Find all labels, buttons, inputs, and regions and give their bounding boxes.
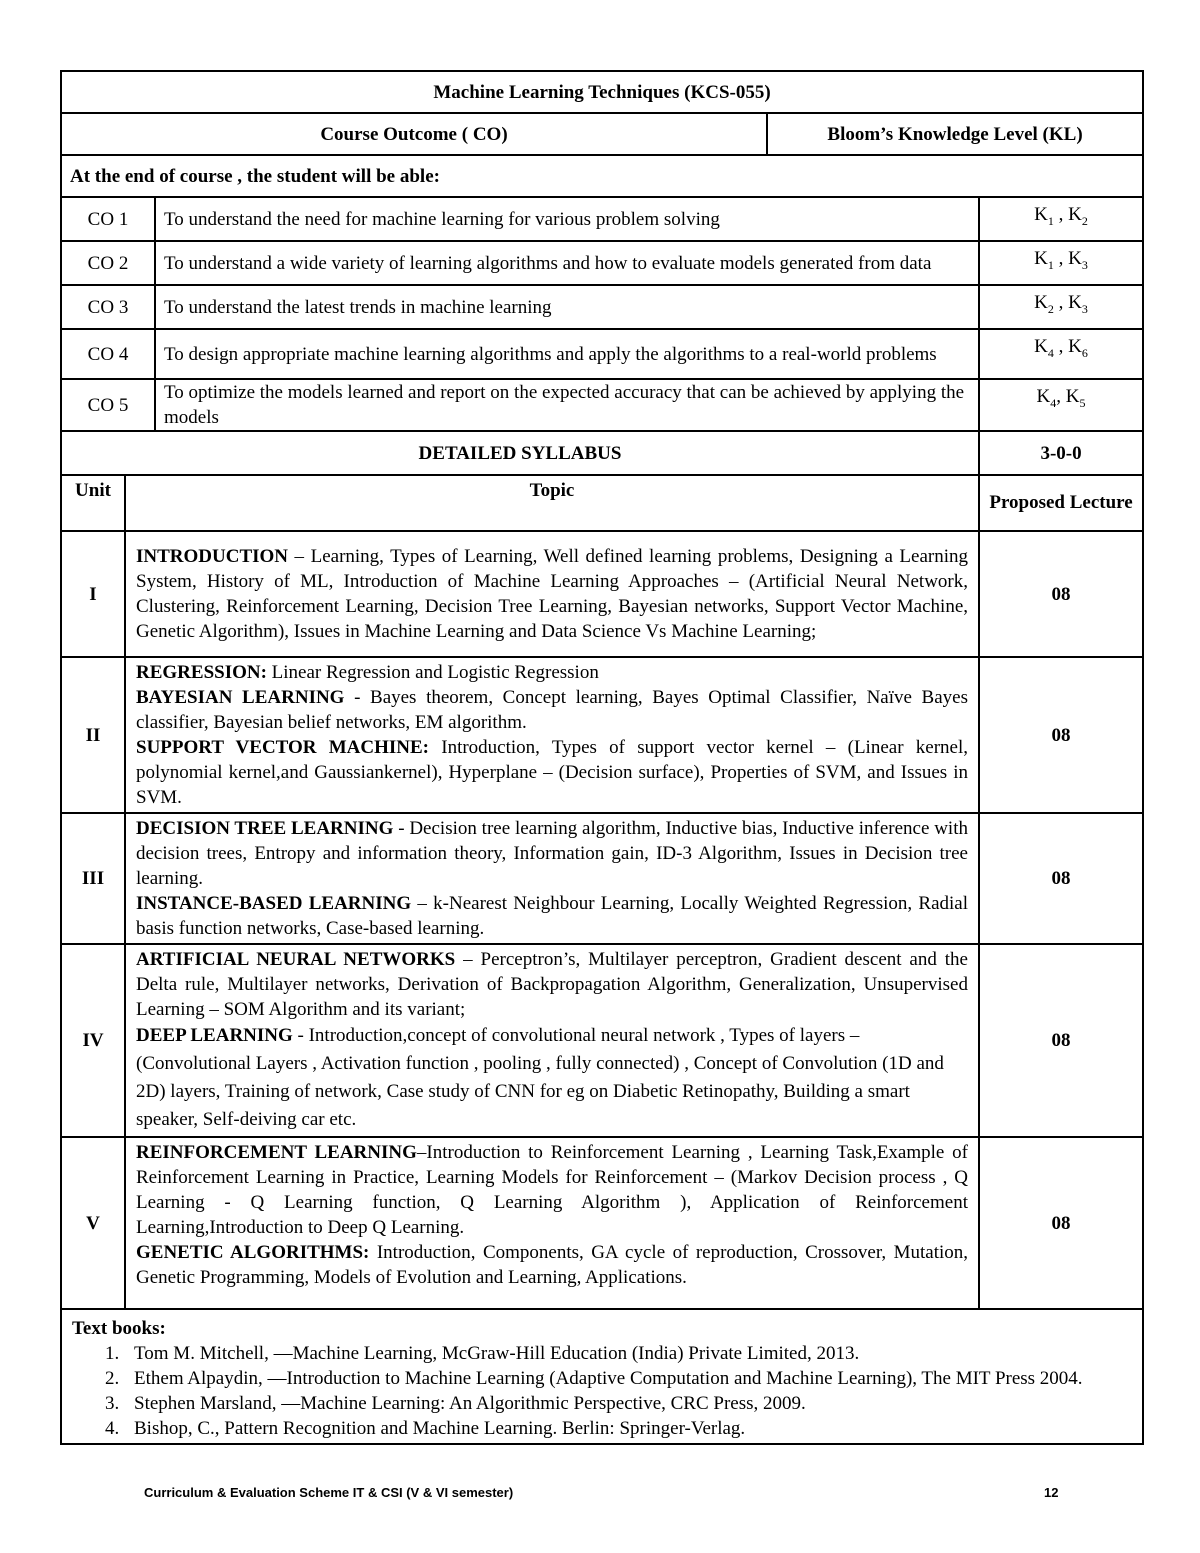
textbooks-section (61, 1309, 1143, 1444)
topic-heading: BAYESIAN LEARNING (136, 687, 345, 708)
co-id: CO 4 (61, 329, 155, 379)
topic-heading: GENETIC ALGORITHMS: (136, 1242, 370, 1263)
co-id: CO 1 (61, 197, 155, 241)
topic-text: Introduction, Components, GA cycle of reproduction, Crossover, Mutation, Genetic Programming, Models of Evolution and Learning, Applications. (136, 1242, 969, 1288)
topic-text: - Introduction,concept of convolutional neural network , Types of layers – (Convolutional Layers , Activation function , pooling , fully connected) , Concept of Convolution (1D and 2D) layers, Training of network, Case study of CNN for eg on Diabetic Retinopathy, Building a smart speaker, Self-deiving car etc. (136, 1025, 944, 1130)
unit-topics (125, 657, 979, 813)
co-kl (979, 197, 1143, 241)
topic-paragraph (136, 1022, 968, 1134)
co-row (61, 329, 1143, 379)
unit-row (61, 531, 1143, 657)
topic-text: –Introduction to Reinforcement Learning , Learning Task,Example of Reinforcement Learning in Practice, Learning Models for Reinforcement – (Markov Decision process , Q Learning - Q Learning function, Q Learning Algorithm ), Application of Reinforcement Learning,Introduction to Deep Q Learning. (136, 1142, 968, 1238)
kl-subscript: 3 (1081, 257, 1088, 272)
co-header: Course Outcome ( CO) (61, 113, 767, 155)
co-kl (979, 379, 1143, 431)
unit-row (61, 1137, 1143, 1309)
kl-letter: , K (1056, 386, 1080, 407)
kl-letter: K (1034, 204, 1048, 225)
unit-topics (125, 813, 979, 944)
kl-subscript: 6 (1081, 345, 1088, 360)
syllabus-table (60, 70, 1144, 1445)
unit-topics (125, 944, 979, 1137)
page-number: 12 (1044, 1485, 1059, 1500)
kl-subscript: 4 (1050, 395, 1057, 410)
unit-row (61, 944, 1143, 1137)
kl-letter: , K (1053, 248, 1082, 269)
kl-header: Bloom’s Knowledge Level (KL) (767, 113, 1143, 155)
co-id: CO 5 (61, 379, 155, 431)
unit-row (61, 657, 1143, 813)
unit-lectures: 08 (979, 813, 1143, 944)
topic-heading: DECISION TREE LEARNING (136, 818, 394, 839)
topic-paragraph (136, 1140, 968, 1240)
textbook-item: 1. Tom M. Mitchell, ―Machine Learning, McGraw-Hill Education (India) Private Limited, 2013. (124, 1341, 1132, 1366)
unit-lectures: 08 (979, 944, 1143, 1137)
topic-heading: REGRESSION: (136, 662, 267, 683)
topic-text: – Perceptron’s, Multilayer perceptron, Gradient descent and the Delta rule, Multilayer networks, Derivation of Backpropagation Algorithm, Generalization, Unsupervised Learning – SOM Algorithm and its variant; (136, 949, 968, 1020)
unit-topics (125, 531, 979, 657)
textbooks-heading: Text books: (72, 1318, 166, 1339)
topic-paragraph (136, 1240, 968, 1290)
co-text: To understand the need for machine learning for various problem solving (155, 197, 979, 241)
unit-col-header: Unit (61, 475, 125, 531)
textbook-item: 2. Ethem Alpaydin, ―Introduction to Machine Learning (Adaptive Computation and Machine Learning), The MIT Press 2004. (124, 1366, 1132, 1391)
topic-text: – k-Nearest Neighbour Learning, Locally Weighted Regression, Radial basis function networks, Case-based learning. (136, 893, 968, 939)
co-text: To understand a wide variety of learning algorithms and how to evaluate models generated from data (155, 241, 979, 285)
unit-row (61, 813, 1143, 944)
kl-subscript: 2 (1081, 213, 1088, 228)
topic-text: - Decision tree learning algorithm, Inductive bias, Inductive inference with decision trees, Entropy and information theory, Information gain, ID-3 Algorithm, Issues in Decision tree learning. (136, 818, 968, 889)
co-row (61, 379, 1143, 431)
topic-paragraph (136, 685, 968, 735)
co-row (61, 197, 1143, 241)
co-id: CO 3 (61, 285, 155, 329)
topic-text: Linear Regression and Logistic Regression (266, 662, 599, 683)
topic-heading: INTRODUCTION (136, 546, 289, 567)
kl-letter: , K (1053, 336, 1082, 357)
topic-paragraph (136, 660, 968, 685)
topic-heading: SUPPORT VECTOR MACHINE: (136, 737, 430, 758)
kl-subscript: 1 (1047, 213, 1054, 228)
kl-subscript: 5 (1079, 395, 1086, 410)
co-kl (979, 241, 1143, 285)
co-kl (979, 329, 1143, 379)
course-title: Machine Learning Techniques (KCS-055) (61, 71, 1143, 113)
unit-number: II (61, 657, 125, 813)
topic-paragraph (136, 544, 968, 644)
unit-topics (125, 1137, 979, 1309)
co-kl (979, 285, 1143, 329)
lecture-col-header: Proposed Lecture (979, 475, 1143, 531)
topic-text: Introduction, Types of support vector kernel – (Linear kernel, polynomial kernel,and Gaussiankernel), Hyperplane – (Decision surface), Properties of SVM, and Issues in SVM. (136, 737, 968, 808)
topic-heading: INSTANCE-BASED LEARNING (136, 893, 412, 914)
kl-letter: K (1034, 292, 1048, 313)
unit-lectures: 08 (979, 531, 1143, 657)
co-row (61, 285, 1143, 329)
kl-letter: , K (1053, 292, 1082, 313)
kl-subscript: 2 (1047, 301, 1054, 316)
co-text: To optimize the models learned and report on the expected accuracy that can be achieved by applying the models (155, 379, 979, 431)
co-row (61, 241, 1143, 285)
footer-text: Curriculum & Evaluation Scheme IT & CSI (V & VI semester) (144, 1485, 514, 1500)
unit-number: V (61, 1137, 125, 1309)
topic-paragraph (136, 947, 968, 1022)
topic-paragraph (136, 735, 968, 810)
document-page (60, 70, 1142, 1445)
textbook-item: 3. Stephen Marsland, ―Machine Learning: An Algorithmic Perspective, CRC Press, 2009. (124, 1391, 1132, 1416)
topic-text: – Learning, Types of Learning, Well defined learning problems, Designing a Learning System, History of ML, Introduction of Machine Learning Approaches – (Artificial Neural Network, Clustering, Reinforcement Learning, Decision Tree Learning, Bayesian networks, Support Vector Machine, Genetic Algorithm), Issues in Machine Learning and Data Science Vs Machine Learning; (136, 546, 968, 642)
unit-lectures: 08 (979, 1137, 1143, 1309)
kl-letter: K (1034, 248, 1048, 269)
kl-subscript: 1 (1047, 257, 1054, 272)
unit-number: I (61, 531, 125, 657)
unit-number: III (61, 813, 125, 944)
topic-heading: REINFORCEMENT LEARNING (136, 1142, 417, 1163)
kl-subscript: 4 (1047, 345, 1054, 360)
unit-lectures: 08 (979, 657, 1143, 813)
topic-paragraph (136, 891, 968, 941)
unit-number: IV (61, 944, 125, 1137)
topic-heading: ARTIFICIAL NEURAL NETWORKS (136, 949, 456, 970)
topic-col-header: Topic (125, 475, 979, 531)
co-id: CO 2 (61, 241, 155, 285)
textbook-item: 4. Bishop, C., Pattern Recognition and Machine Learning. Berlin: Springer-Verlag. (124, 1416, 1132, 1441)
topic-paragraph (136, 816, 968, 891)
kl-subscript: 3 (1081, 301, 1088, 316)
ltp-value: 3-0-0 (979, 431, 1143, 475)
co-text: To understand the latest trends in machine learning (155, 285, 979, 329)
topic-heading: DEEP LEARNING (136, 1025, 293, 1046)
textbooks-list (72, 1341, 1132, 1441)
co-text: To design appropriate machine learning algorithms and apply the algorithms to a real-world problems (155, 329, 979, 379)
topic-text: - Bayes theorem, Concept learning, Bayes Optimal Classifier, Naïve Bayes classifier, Bayesian belief networks, EM algorithm. (136, 687, 968, 733)
syllabus-heading: DETAILED SYLLABUS (61, 431, 979, 475)
page-footer (144, 1485, 1059, 1500)
intro-line: At the end of course , the student will be able: (61, 155, 1143, 197)
kl-letter: K (1034, 336, 1048, 357)
kl-letter: , K (1053, 204, 1082, 225)
kl-letter: K (1036, 386, 1051, 407)
